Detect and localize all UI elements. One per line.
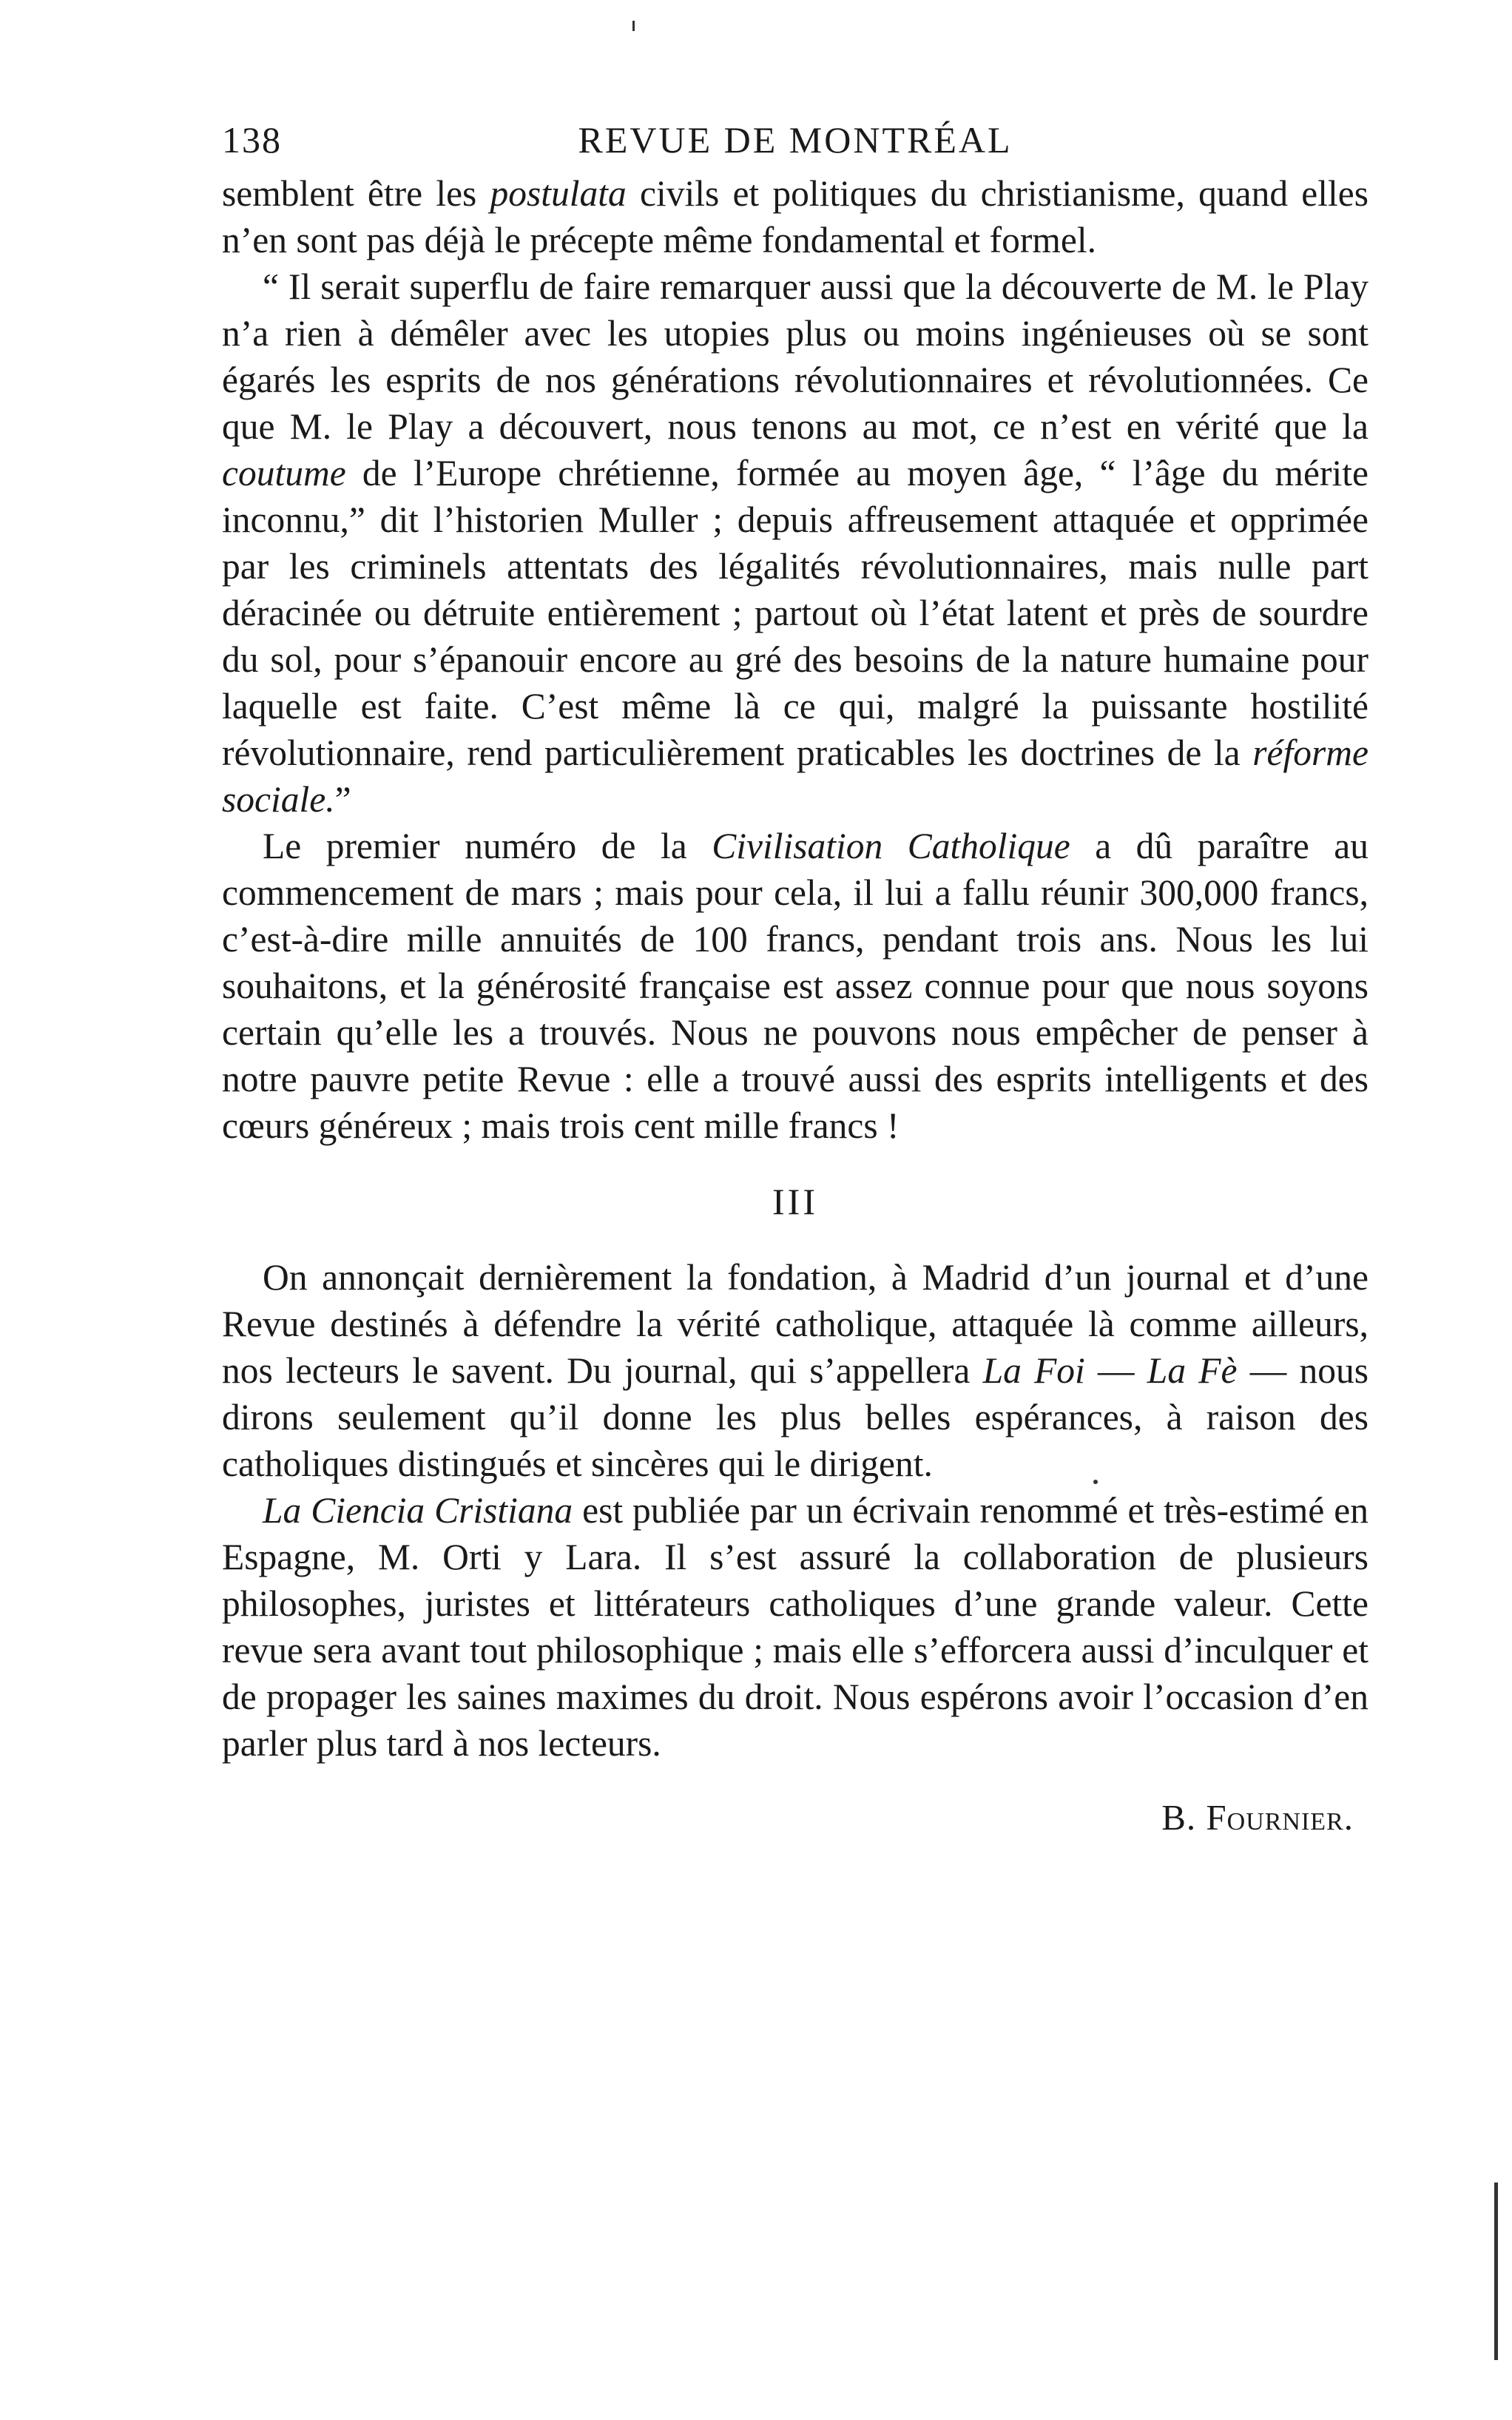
paragraph xyxy=(222,1487,1368,1767)
paragraph xyxy=(222,263,1368,823)
scan-mark xyxy=(632,21,635,31)
scan-mark xyxy=(1494,2183,1498,2360)
text-run: ” xyxy=(334,779,351,820)
text-run: On annonçait dernièrement la fondation, à Madrid d’un journal et d’une Revue destinés à défendre la vérité catholique, attaquée là comme ailleurs, nos lecteurs le savent. Du journal, qui s’appellera xyxy=(222,1257,1368,1391)
italic-text: La Ciencia Cristiana xyxy=(263,1490,573,1531)
body-text xyxy=(222,170,1368,1767)
text-run: est publiée par un écrivain renommé et très-estimé en Espagne, M. Orti y Lara. Il s’est assuré la collaboration de plusieurs philosophes, juristes et littérateurs catholiques d’une grande valeur. Cette revue sera avant tout philosophique ; mais elle s’efforcera aussi d’inculquer et de propager les saines maximes du droit. Nous espérons avoir l’occasion d’en parler plus tard à nos lecteurs. xyxy=(222,1490,1368,1764)
text-run: a dû paraître au commencement de mars ; mais pour cela, il lui a fallu réunir 300,000 francs, c’est-à-dire mille annuités de 100 francs, pendant trois ans. Nous les lui souhaitons, et la générosité française est assez connue pour que nous soyons certain qu’elle les a trouvés. Nous ne pouvons nous empêcher de penser à notre pauvre petite Revue : elle a trouvé aussi des esprits intelligents et des cœurs généreux ; mais trois cent mille francs ! xyxy=(222,826,1368,1146)
paragraph xyxy=(222,1254,1368,1487)
journal-title: REVUE DE MONTRÉAL xyxy=(578,119,1013,161)
text-run: — nous dirons seulement qu’il donne les plus belles espérances, à raison des catholiques distingués et sincères qui le dirigent. xyxy=(222,1350,1369,1484)
text-run: Le premier numéro de la xyxy=(263,826,712,866)
text-run: — xyxy=(1084,1350,1147,1391)
page-number: 138 xyxy=(222,119,282,161)
text-run: civils et politiques du christianisme, quand elles n’en sont pas déjà le précepte même fondamental et formel. xyxy=(222,173,1368,260)
italic-text: coutume xyxy=(222,453,346,493)
italic-text: postulata xyxy=(490,173,627,214)
text-run: semblent être les xyxy=(222,173,490,214)
paragraph xyxy=(222,170,1368,263)
running-header xyxy=(222,111,1368,170)
document-page xyxy=(222,111,1368,1838)
text-run: de l’Europe chrétienne, formée au moyen âge, “ l’âge du mérite inconnu,” dit l’historien Muller ; depuis affreusement attaquée et opprimée par les criminels attentats des légalités révolutionnaires, mais nulle part déracinée ou détruite entièrement ; partout où l’état latent et près de sourdre du sol, pour s’épanouir encore au gré des besoins de la nature humaine pour laquelle est faite. C’est même là ce qui, malgré la puissante hostilité révolutionnaire, rend particulièrement praticables les doctrines de la xyxy=(222,453,1368,773)
paragraph xyxy=(222,823,1368,1149)
section-heading: III xyxy=(772,1181,818,1222)
italic-text: réforme sociale. xyxy=(222,732,1368,820)
scan-mark xyxy=(1093,1480,1098,1484)
italic-text: Civilisation Catholique xyxy=(712,826,1070,866)
author-signature: B. Fournier. xyxy=(1161,1797,1354,1838)
italic-text: La Fè xyxy=(1147,1350,1238,1391)
text-run: “ Il serait superflu de faire remarquer aussi que la découverte de M. le Play n’a rien à démêler avec les utopies plus ou moins ingénieuses où se sont égarés les esprits de nos générations révolutionnaires et révolutionnées. Ce que M. le Play a découvert, nous tenons au mot, ce n’est en vérité que la xyxy=(222,266,1368,447)
italic-text: La Foi xyxy=(982,1350,1085,1391)
